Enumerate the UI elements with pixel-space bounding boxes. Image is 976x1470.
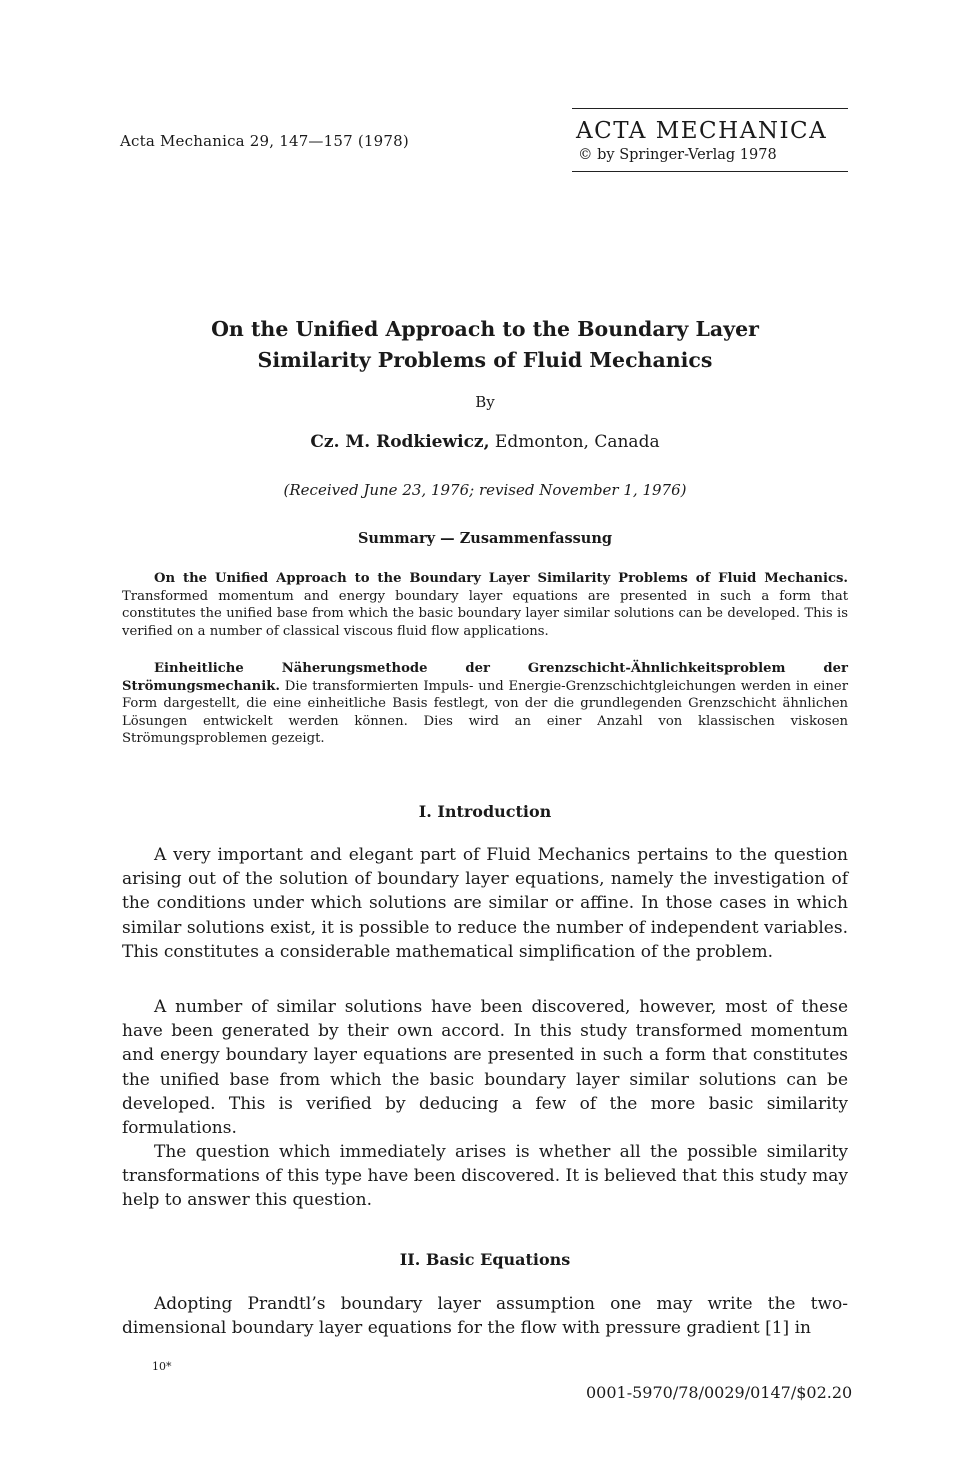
top-rule bbox=[572, 108, 848, 109]
abstract-english-text: Transformed momentum and energy boundary layer equations are presented in such a form that constitutes the unified base from which the basic boundary layer similar solutions can be developed. This is verified on a number of classical viscous fluid flow applications. bbox=[122, 588, 848, 639]
article-code: 0001-5970/78/0029/0147/$02.20 bbox=[586, 1383, 853, 1402]
bottom-rule bbox=[572, 171, 848, 172]
intro-paragraph-2-text: A number of similar solutions have been discovered, however, most of these have been generated by their own accord. In this study transformed momentum and energy boundary layer equations are presented in such a form that constitutes the unified base from which the basic boundary layer similar solutions can be developed. This is verified by deducing a few of the more basic similarity formulations. bbox=[122, 997, 848, 1139]
intro-paragraph-3 bbox=[122, 1140, 848, 1213]
author-location: Edmonton, Canada bbox=[489, 432, 660, 452]
received-text: (Received June 23, 1976; revised November 1, 1976) bbox=[283, 481, 687, 499]
section-heading-basic-equations: II. Basic Equations bbox=[399, 1250, 571, 1269]
intro-paragraph-3-text: The question which immediately arises is whether all the possible similarity transformations of this type have been discovered. It is believed that this study may help to answer this question. bbox=[122, 1142, 848, 1211]
journal-box bbox=[572, 108, 848, 172]
title-line-1: On the Unified Approach to the Boundary Layer bbox=[211, 317, 759, 341]
journal-name: ACTA MECHANICA bbox=[576, 118, 828, 144]
summary-heading: Summary — Zusammenfassung bbox=[357, 530, 613, 547]
abstract-german-lead: Einheitliche Näherungsmethode der Grenzschicht-Ähnlichkeitsproblem der Strömungsmechanik. bbox=[122, 661, 848, 694]
abstract-english-lead: On the Unified Approach to the Boundary Layer Similarity Problems of Fluid Mechanics. bbox=[154, 571, 848, 586]
author-line bbox=[120, 432, 850, 452]
paper-title bbox=[120, 314, 850, 376]
title-line-2: Similarity Problems of Fluid Mechanics bbox=[257, 348, 713, 372]
basic-equations-paragraph-1 bbox=[122, 1292, 848, 1340]
journal-copyright: © by Springer-Verlag 1978 bbox=[578, 147, 777, 163]
basic-equations-paragraph-1-text: Adopting Prandtl’s boundary layer assumption one may write the two-dimensional boundary layer equations for the flow with pressure gradient [1] in bbox=[122, 1294, 848, 1339]
section-heading-introduction: I. Introduction bbox=[418, 802, 552, 821]
intro-paragraph-1-text: A very important and elegant part of Fluid Mechanics pertains to the question arising out of the solution of boundary layer equations, namely the investigation of the conditions under which solutions are similar or affine. In those cases in which similar solutions exist, it is possible to reduce the number of independent variables. This constitutes a considerable mathematical simplification of the problem. bbox=[122, 845, 848, 962]
author-name: Cz. M. Rodkiewicz, bbox=[310, 432, 490, 452]
intro-paragraph-2 bbox=[122, 995, 848, 1140]
intro-paragraph-1 bbox=[122, 843, 848, 964]
abstract-german-text: Die transformierten Impuls- und Energie-Grenzschichtgleichungen werden in einer Form dargestellt, die eine einheitliche Basis festlegt, von der die grundlegenden Grenzschicht ähnlichen Lösungen entwickelt werden können. Dies wird an einer Anzahl von klassischen viskosen Strömungsproblemen gezeigt. bbox=[122, 678, 848, 746]
journal-citation: Acta Mechanica 29, 147—157 (1978) bbox=[120, 132, 409, 150]
signature-mark: 10* bbox=[152, 1360, 172, 1373]
abstract-german bbox=[122, 660, 848, 748]
abstract-english bbox=[122, 570, 848, 640]
received-dates bbox=[120, 481, 850, 499]
by-label: By bbox=[475, 393, 495, 411]
